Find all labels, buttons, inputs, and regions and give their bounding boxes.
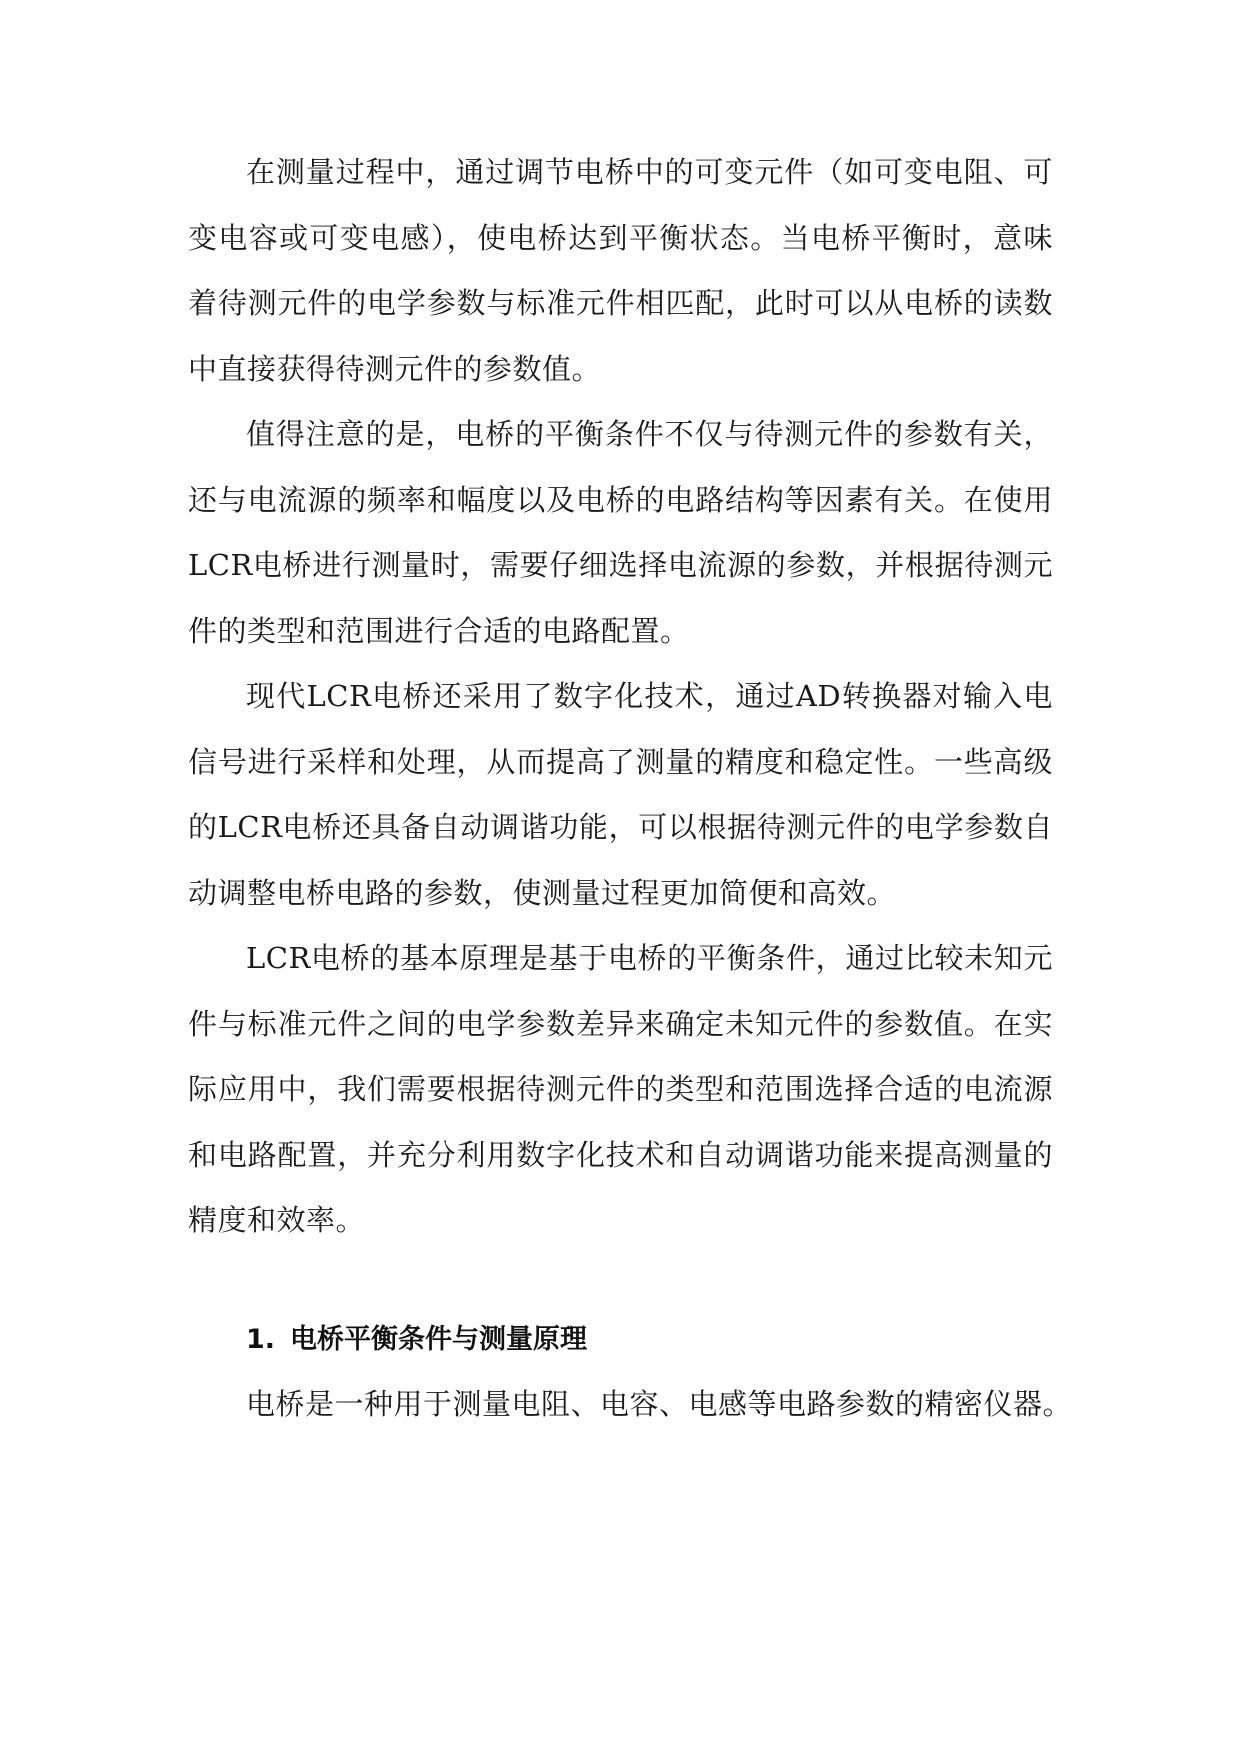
paragraph-basic-principle: LCR电桥的基本原理是基于电桥的平衡条件，通过比较未知元件与标准元件之间的电学参数差异来确定未知元件的参数值。在实际应用中，我们需要根据待测元件的类型和范围选择合适的电流源和电路配置，并充分利用数字化技术和自动调谐功能来提高测量的精度和效率。 (188, 941, 1053, 1237)
paragraph-digital-technology: 现代LCR电桥还采用了数字化技术，通过AD转换器对输入电信号进行采样和处理，从而提高了测量的精度和稳定性。一些高级的LCR电桥还具备自动调谐功能，可以根据待测元件的电学参数自动调整电桥电路的参数，使测量过程更加简便和高效。 (188, 679, 1053, 910)
document-body (188, 140, 1073, 1438)
paragraph-balance-adjustment: 在测量过程中，通过调节电桥中的可变元件（如可变电阻、可变电容或可变电感），使电桥达到平衡状态。当电桥平衡时，意味着待测元件的电学参数与标准元件相匹配，此时可以从电桥的读数中直接获得待测元件的参数值。 (188, 155, 1053, 386)
section-number: 1. (246, 1323, 276, 1355)
paragraph-bridge-definition: 电桥是一种用于测量电阻、电容、电感等电路参数的精密仪器。 (246, 1387, 1073, 1421)
section-heading (188, 1307, 1053, 1373)
paragraph-balance-factors: 值得注意的是，电桥的平衡条件不仅与待测元件的参数有关，还与电流源的频率和幅度以及电桥的电路结构等因素有关。在使用LCR电桥进行测量时，需要仔细选择电流源的参数，并根据待测元件的类型和范围进行合适的电路配置。 (188, 417, 1053, 648)
section-title: 电桥平衡条件与测量原理 (290, 1323, 587, 1355)
